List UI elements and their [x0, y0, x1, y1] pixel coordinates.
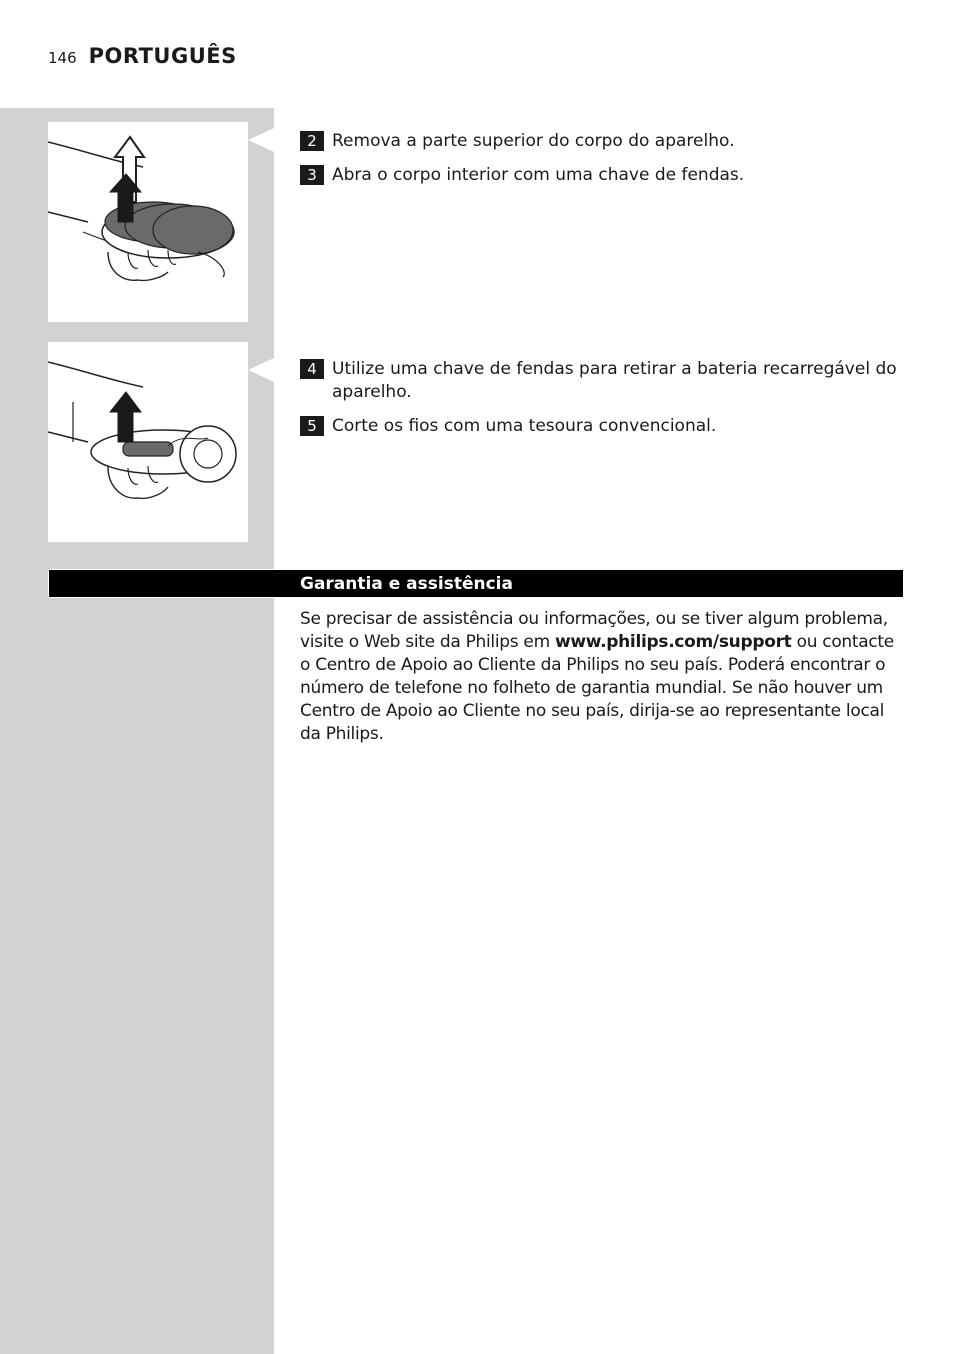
section-banner [48, 569, 904, 598]
step-item [300, 130, 904, 153]
shaver-battery-removal-illustration [48, 342, 248, 542]
page-number: 146 [48, 49, 77, 67]
section-title: PORTUGUÊS [88, 44, 237, 68]
page-header [48, 44, 237, 78]
paragraph-text: ou contacte o Centro de Apoio ao Cliente da Philips no seu país. Poderá encontrar o número de telefone no folheto de garantia mundial. Se não houver um Centro de Apoio ao Cliente no seu país, dirija-se ao representante local da Philips. [300, 632, 894, 744]
shaver-open-top-illustration [48, 122, 248, 322]
paragraph-text: Se precisar de assistência ou informações, ou se tiver algum problema, visite o Web site da Philips em [300, 609, 888, 652]
step-text: Corte os fios com uma tesoura convencional. [332, 416, 717, 436]
step-item [300, 415, 904, 438]
warranty-paragraph [300, 608, 906, 746]
step-number: 3 [300, 165, 324, 185]
step-text: Abra o corpo interior com uma chave de fendas. [332, 165, 745, 185]
step-item [300, 164, 904, 187]
step-text: Remova a parte superior do corpo do aparelho. [332, 131, 735, 151]
step-number: 2 [300, 131, 324, 151]
support-link[interactable]: www.philips.com/support [554, 632, 792, 652]
step-text: Utilize uma chave de fendas para retirar a bateria recarregável do aparelho. [332, 359, 897, 402]
step-number: 5 [300, 416, 324, 436]
step-item [300, 358, 904, 404]
figure-pointer [248, 128, 274, 152]
step-number: 4 [300, 359, 324, 379]
figure-pointer [248, 358, 274, 382]
section-heading: Garantia e assistência [300, 574, 513, 594]
